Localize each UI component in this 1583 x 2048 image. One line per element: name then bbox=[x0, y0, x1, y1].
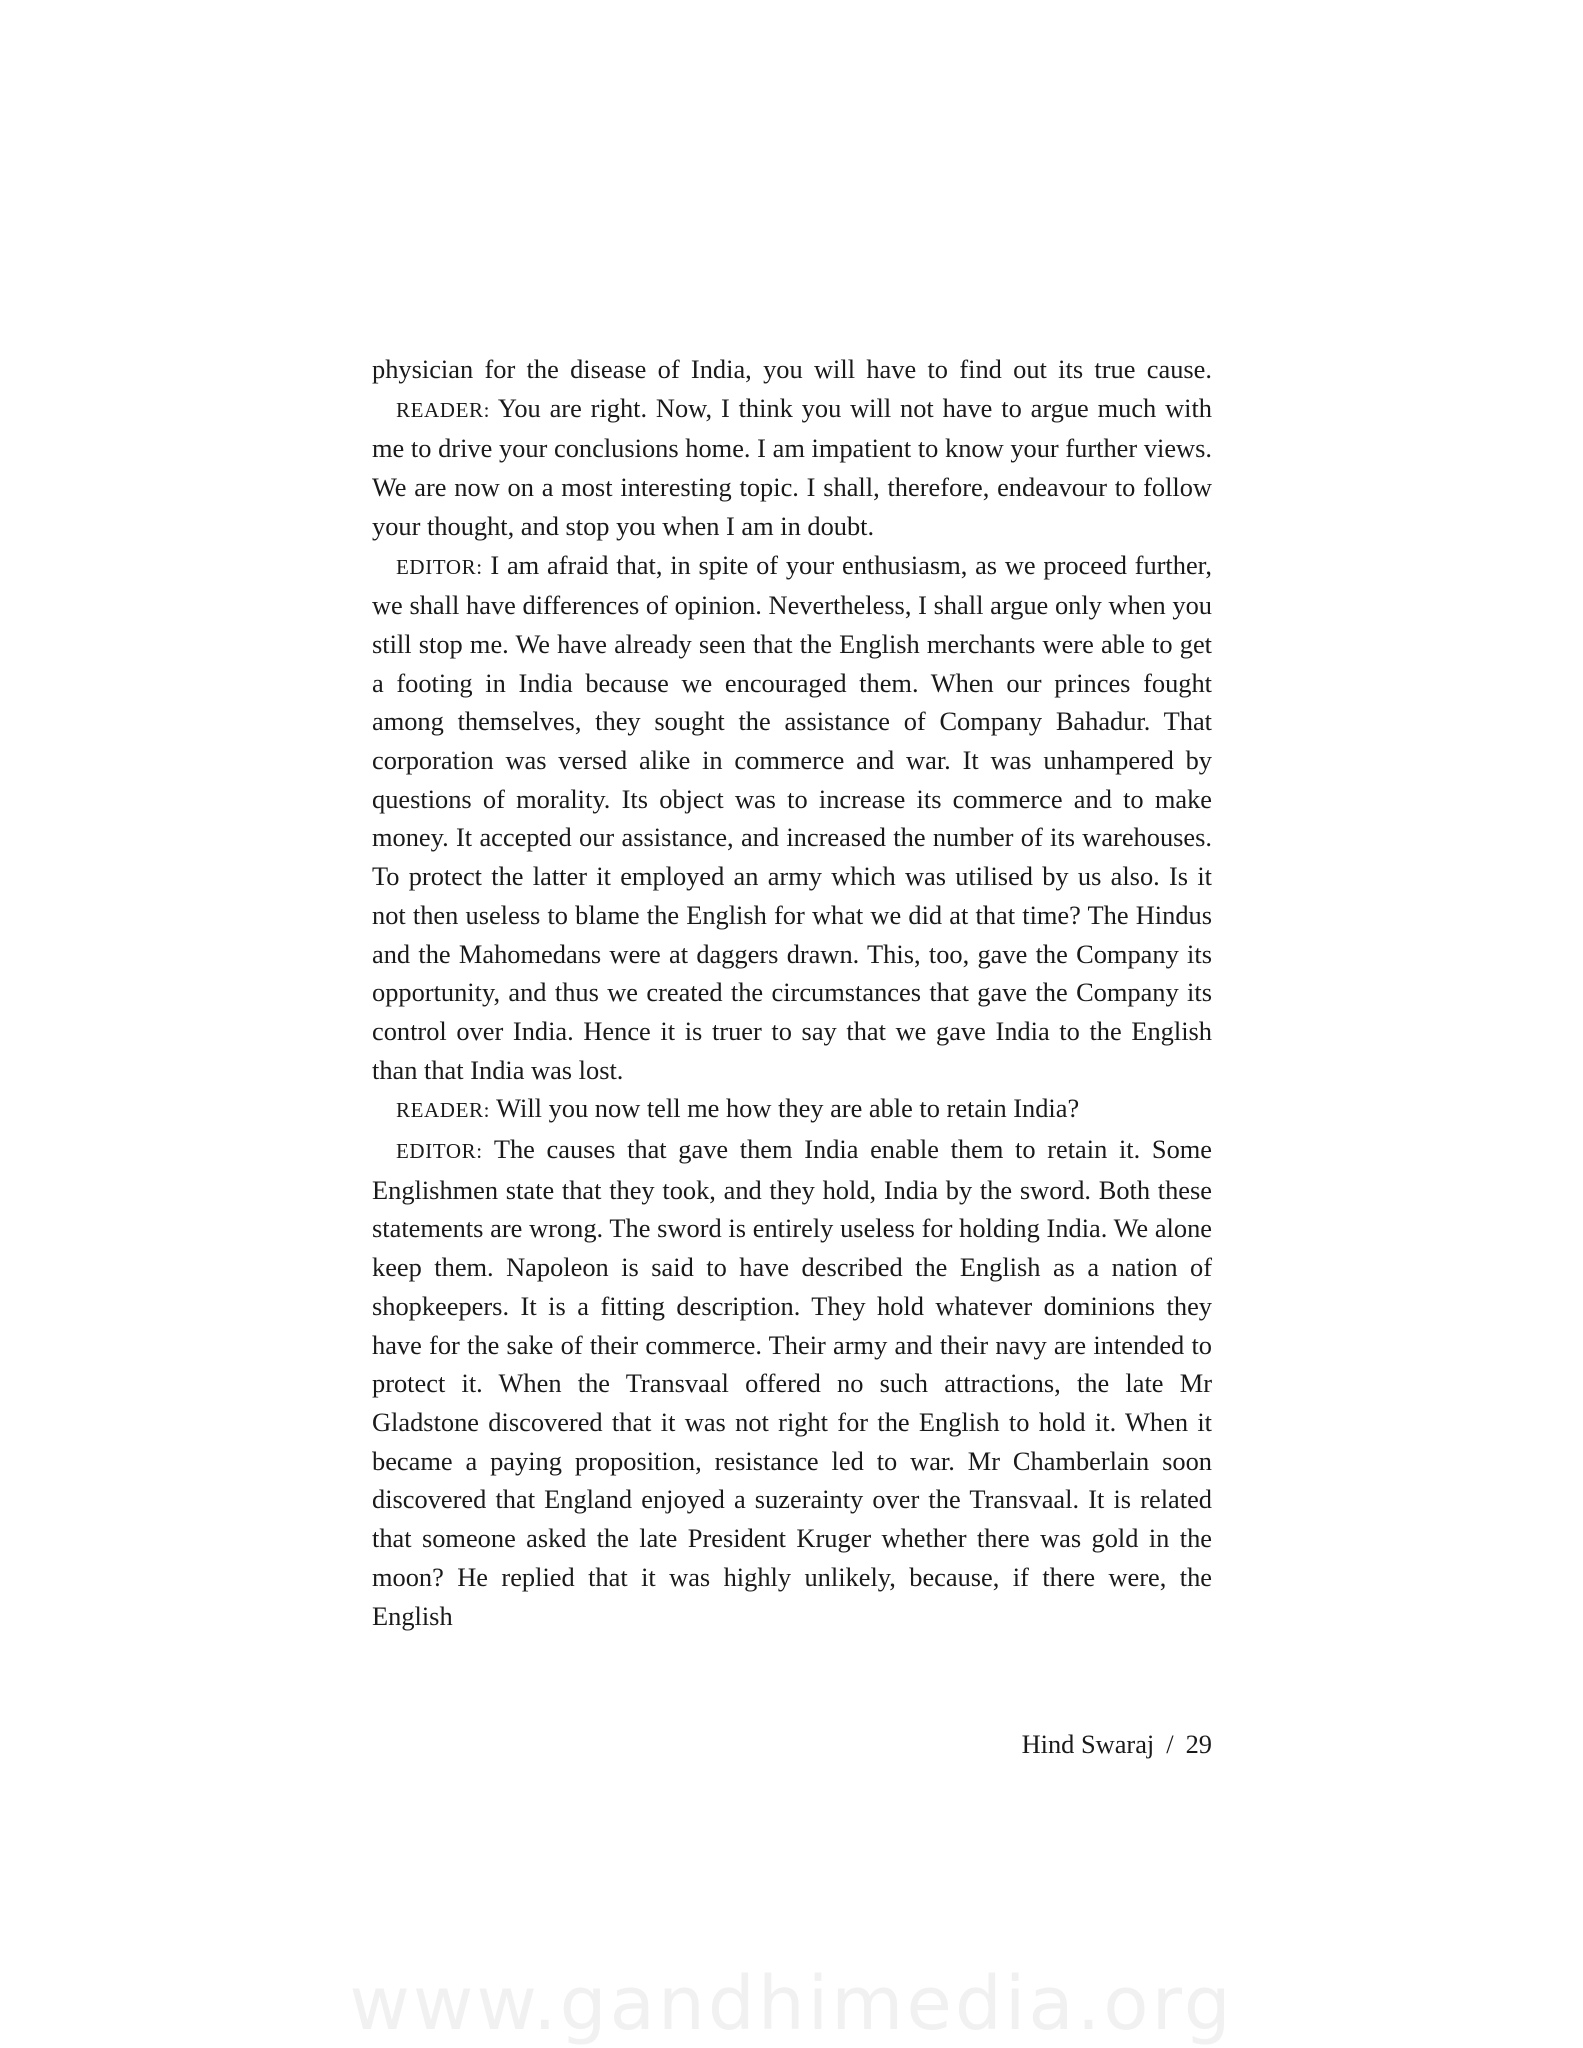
speaker-label: EDITOR: bbox=[396, 1139, 483, 1164]
paragraph-text: Will you now tell me how they are able to retain India? bbox=[490, 1093, 1080, 1124]
paragraph-text: I am afraid that, in spite of your enthusiasm, as we proceed further, we shall have differences of opinion. Nevertheless, I shall argue only when you still stop me. We have already seen that the English merchants were able to get a footing in India because we encouraged them. When our princes fought among themselves, they sought the assistance of Company Bahadur. That corporation was versed alike in commerce and war. It was unhampered by questions of morality. Its object was to increase its commerce and to make money. It accepted our assistance, and increased the number of its warehouses. To protect the latter it employed an army which was utilised by us also. Is it not then useless to blame the English for what we did at that time? The Hindus and the Mahomedans were at daggers drawn. This, too, gave the Company its opportunity, and thus we created the circumstances that gave the Company its control over India. Hence it is truer to say that we gave India to the English than that India was lost. bbox=[372, 549, 1212, 1085]
page-footer bbox=[1022, 1726, 1212, 1762]
speaker-label: READER: bbox=[396, 397, 491, 422]
speaker-label: READER: bbox=[396, 1098, 491, 1123]
opening-line: physician for the disease of India, you will have to find out its true cause. bbox=[372, 354, 1212, 384]
dialogue-paragraph bbox=[372, 546, 1212, 1090]
page-number: 29 bbox=[1185, 1729, 1212, 1759]
paragraph-text: You are right. Now, I think you will not have to argue much with me to drive your conclusions home. I am impatient to know your further views. We are now on a most interesting topic. I shall, therefore, endeavour to follow your thought, and stop you when I am in doubt. bbox=[372, 392, 1212, 541]
page-body bbox=[372, 350, 1212, 1635]
paragraph-text: The causes that gave them India enable them to retain it. Some Englishmen state that they took, and they hold, India by the sword. Both these statements are wrong. The sword is entirely useless for holding India. We alone keep them. Napoleon is said to have described the English as a nation of shopkeepers. It is a fitting description. They hold whatever dominions they have for the sake of their commerce. Their army and their navy are intended to protect it. When the Transvaal offered no such attractions, the late Mr Gladstone discovered that it was not right for the English to hold it. When it became a paying proposition, resistance led to war. Mr Chamberlain soon discovered that England enjoyed a suzerainty over the Transvaal. It is related that someone asked the late President Kruger whether there was gold in the moon? He replied that it was highly unlikely, because, if there were, the English bbox=[372, 1134, 1212, 1631]
footer-separator: / bbox=[1166, 1729, 1174, 1759]
dialogue-paragraph bbox=[372, 1089, 1212, 1130]
watermark: www.gandhimedia.org bbox=[349, 1961, 1234, 2047]
dialogue-paragraph bbox=[372, 389, 1212, 546]
speaker-label: EDITOR: bbox=[396, 554, 483, 579]
dialogue-paragraph bbox=[372, 1130, 1212, 1635]
book-title: Hind Swaraj bbox=[1021, 1729, 1155, 1759]
